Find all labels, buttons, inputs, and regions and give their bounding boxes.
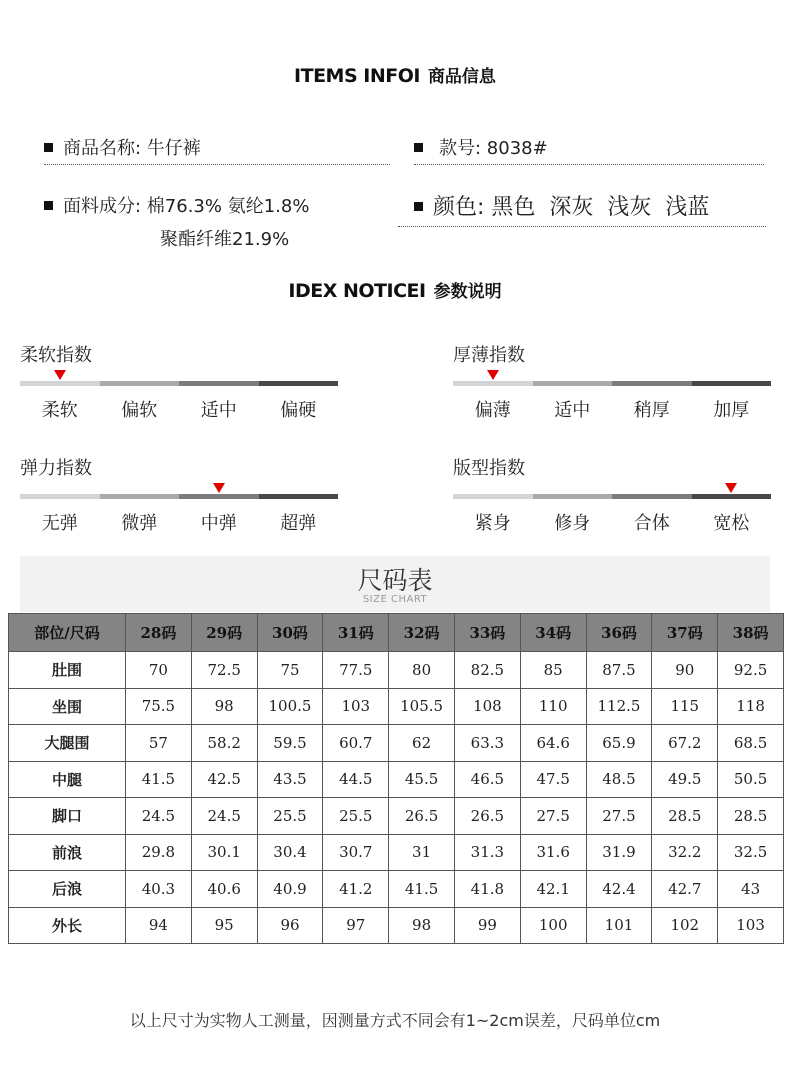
header-size: 28码 (126, 614, 192, 652)
table-cell: 103 (718, 907, 784, 944)
header-size: 37码 (652, 614, 718, 652)
divider-dotted (414, 164, 764, 165)
scale-segment (533, 381, 613, 386)
table-cell: 24.5 (126, 798, 192, 835)
index-level-label: 微弹 (121, 513, 158, 534)
table-cell: 43.5 (257, 761, 323, 798)
table-row (9, 907, 784, 944)
index-scale-bar (20, 381, 338, 386)
table-cell: 25.5 (257, 798, 323, 835)
colors-row (414, 190, 709, 221)
index-level-label: 无弹 (41, 513, 78, 534)
table-cell: 29.8 (126, 834, 192, 871)
index-softness (20, 341, 338, 422)
table-cell: 45.5 (389, 761, 455, 798)
selected-marker-icon (725, 483, 737, 493)
table-cell: 48.5 (586, 761, 652, 798)
table-cell: 41.5 (389, 871, 455, 908)
index-notice-title-en: IDEX NOTICEI (288, 280, 426, 302)
table-cell: 105.5 (389, 688, 455, 725)
table-cell: 41.8 (454, 871, 520, 908)
size-table (8, 613, 784, 944)
row-label: 肚围 (9, 652, 126, 689)
bullet-square-icon (44, 143, 53, 152)
scale-segment (259, 494, 339, 499)
table-cell: 41.2 (323, 871, 389, 908)
table-cell: 30.4 (257, 834, 323, 871)
index-scale-bar (20, 494, 338, 499)
index-scale-bar (453, 494, 771, 499)
row-label: 后浪 (9, 871, 126, 908)
scale-segment (692, 381, 772, 386)
table-cell: 26.5 (389, 798, 455, 835)
table-row (9, 871, 784, 908)
table-cell: 25.5 (323, 798, 389, 835)
table-cell: 75 (257, 652, 323, 689)
index-level-label: 加厚 (713, 400, 750, 421)
index-level-label: 偏薄 (474, 400, 511, 421)
table-cell: 80 (389, 652, 455, 689)
items-info-title-en: ITEMS INFOI (294, 65, 420, 87)
header-size: 31码 (323, 614, 389, 652)
fabric-composition-2: 聚酯纤维21.9% (160, 229, 290, 250)
index-level-label: 紧身 (474, 513, 511, 534)
index-level-label: 超弹 (280, 513, 317, 534)
table-cell: 70 (126, 652, 192, 689)
scale-segment (100, 494, 180, 499)
scale-segment (612, 494, 692, 499)
table-cell: 31.3 (454, 834, 520, 871)
table-cell: 50.5 (718, 761, 784, 798)
table-cell: 26.5 (454, 798, 520, 835)
scale-segment (612, 381, 692, 386)
table-cell: 85 (520, 652, 586, 689)
table-cell: 32.2 (652, 834, 718, 871)
table-cell: 31.9 (586, 834, 652, 871)
index-title: 柔软指数 (20, 345, 92, 366)
bullet-square-icon (44, 201, 53, 210)
table-cell: 31.6 (520, 834, 586, 871)
table-cell: 100.5 (257, 688, 323, 725)
fabric-composition: 面料成分: 棉76.3% 氨纶1.8% (63, 196, 310, 217)
table-cell: 90 (652, 652, 718, 689)
table-row (9, 652, 784, 689)
scale-segment (20, 381, 100, 386)
table-cell: 30.1 (191, 834, 257, 871)
table-cell: 108 (454, 688, 520, 725)
table-cell: 72.5 (191, 652, 257, 689)
measurement-note: 以上尺寸为实物人工测量，因测量方式不同会有1~2cm误差，尺码单位cm (129, 1011, 661, 1030)
size-chart-subtitle: SIZE CHART (362, 594, 428, 605)
items-info-title-zh: 商品信息 (427, 67, 496, 87)
table-cell: 68.5 (718, 725, 784, 762)
table-cell: 27.5 (586, 798, 652, 835)
index-notice-title (0, 277, 790, 302)
table-cell: 40.9 (257, 871, 323, 908)
table-cell: 62 (389, 725, 455, 762)
index-fit (453, 454, 771, 535)
table-cell: 87.5 (586, 652, 652, 689)
table-cell: 58.2 (191, 725, 257, 762)
table-cell: 63.3 (454, 725, 520, 762)
table-cell: 24.5 (191, 798, 257, 835)
table-cell: 98 (389, 907, 455, 944)
table-cell: 101 (586, 907, 652, 944)
table-row (9, 798, 784, 835)
table-cell: 42.5 (191, 761, 257, 798)
index-title: 版型指数 (453, 458, 525, 479)
size-chart-title: 尺码表 (357, 566, 433, 595)
scale-segment (533, 494, 613, 499)
style-no: 款号: 8038# (439, 138, 548, 159)
selected-marker-icon (487, 370, 499, 380)
colors: 颜色: 黑色 深灰 浅灰 浅蓝 (433, 195, 710, 220)
table-cell: 115 (652, 688, 718, 725)
divider-dotted (398, 226, 766, 227)
fabric-row (44, 192, 309, 218)
header-size: 34码 (520, 614, 586, 652)
table-row (9, 834, 784, 871)
items-info-title (0, 62, 790, 87)
selected-marker-icon (54, 370, 66, 380)
bullet-square-icon (414, 143, 423, 152)
row-label: 坐围 (9, 688, 126, 725)
table-cell: 95 (191, 907, 257, 944)
table-cell: 102 (652, 907, 718, 944)
header-size: 32码 (389, 614, 455, 652)
table-cell: 110 (520, 688, 586, 725)
table-row (9, 688, 784, 725)
table-cell: 67.2 (652, 725, 718, 762)
table-cell: 47.5 (520, 761, 586, 798)
header-size: 30码 (257, 614, 323, 652)
table-cell: 27.5 (520, 798, 586, 835)
index-level-label: 偏硬 (280, 400, 317, 421)
row-label: 前浪 (9, 834, 126, 871)
table-cell: 44.5 (323, 761, 389, 798)
header-size: 33码 (454, 614, 520, 652)
index-notice-title-zh: 参数说明 (433, 282, 502, 302)
table-cell: 98 (191, 688, 257, 725)
product-name: 商品名称: 牛仔裤 (63, 138, 201, 159)
table-cell: 42.7 (652, 871, 718, 908)
table-cell: 43 (718, 871, 784, 908)
style-no-row (414, 134, 548, 160)
table-cell: 112.5 (586, 688, 652, 725)
table-cell: 40.6 (191, 871, 257, 908)
index-level-label: 偏软 (121, 400, 158, 421)
table-cell: 77.5 (323, 652, 389, 689)
scale-segment (453, 494, 533, 499)
table-cell: 97 (323, 907, 389, 944)
row-label: 脚口 (9, 798, 126, 835)
header-part-size: 部位/尺码 (9, 614, 126, 652)
table-cell: 41.5 (126, 761, 192, 798)
table-cell: 40.3 (126, 871, 192, 908)
table-cell: 28.5 (652, 798, 718, 835)
selected-marker-icon (213, 483, 225, 493)
index-title: 厚薄指数 (453, 345, 525, 366)
table-cell: 75.5 (126, 688, 192, 725)
scale-segment (179, 381, 259, 386)
table-row (9, 725, 784, 762)
table-cell: 65.9 (586, 725, 652, 762)
index-level-label: 中弹 (200, 513, 237, 534)
table-cell: 96 (257, 907, 323, 944)
table-cell: 30.7 (323, 834, 389, 871)
table-cell: 32.5 (718, 834, 784, 871)
table-cell: 92.5 (718, 652, 784, 689)
table-cell: 100 (520, 907, 586, 944)
row-label: 中腿 (9, 761, 126, 798)
index-level-label: 合体 (633, 513, 670, 534)
table-row (9, 761, 784, 798)
header-size: 29码 (191, 614, 257, 652)
table-cell: 103 (323, 688, 389, 725)
index-thickness (453, 341, 771, 422)
divider-dotted (44, 164, 390, 165)
table-cell: 118 (718, 688, 784, 725)
scale-segment (179, 494, 259, 499)
table-cell: 49.5 (652, 761, 718, 798)
table-cell: 94 (126, 907, 192, 944)
index-level-label: 稍厚 (633, 400, 670, 421)
table-cell: 64.6 (520, 725, 586, 762)
scale-segment (100, 381, 180, 386)
bullet-square-icon (414, 202, 423, 211)
header-size: 36码 (586, 614, 652, 652)
index-level-label: 修身 (554, 513, 591, 534)
index-scale-bar (453, 381, 771, 386)
table-cell: 42.1 (520, 871, 586, 908)
scale-segment (692, 494, 772, 499)
size-table-header (9, 614, 784, 652)
product-name-row (44, 134, 201, 160)
table-cell: 28.5 (718, 798, 784, 835)
index-level-label: 适中 (200, 400, 237, 421)
row-label: 大腿围 (9, 725, 126, 762)
scale-segment (453, 381, 533, 386)
index-level-label: 宽松 (713, 513, 750, 534)
scale-segment (259, 381, 339, 386)
index-elasticity (20, 454, 338, 535)
table-cell: 31 (389, 834, 455, 871)
table-cell: 60.7 (323, 725, 389, 762)
table-cell: 42.4 (586, 871, 652, 908)
table-cell: 82.5 (454, 652, 520, 689)
table-cell: 59.5 (257, 725, 323, 762)
index-title: 弹力指数 (20, 458, 92, 479)
table-cell: 57 (126, 725, 192, 762)
table-cell: 46.5 (454, 761, 520, 798)
index-level-label: 柔软 (41, 400, 78, 421)
table-cell: 99 (454, 907, 520, 944)
scale-segment (20, 494, 100, 499)
index-level-label: 适中 (554, 400, 591, 421)
header-size: 38码 (718, 614, 784, 652)
row-label: 外长 (9, 907, 126, 944)
